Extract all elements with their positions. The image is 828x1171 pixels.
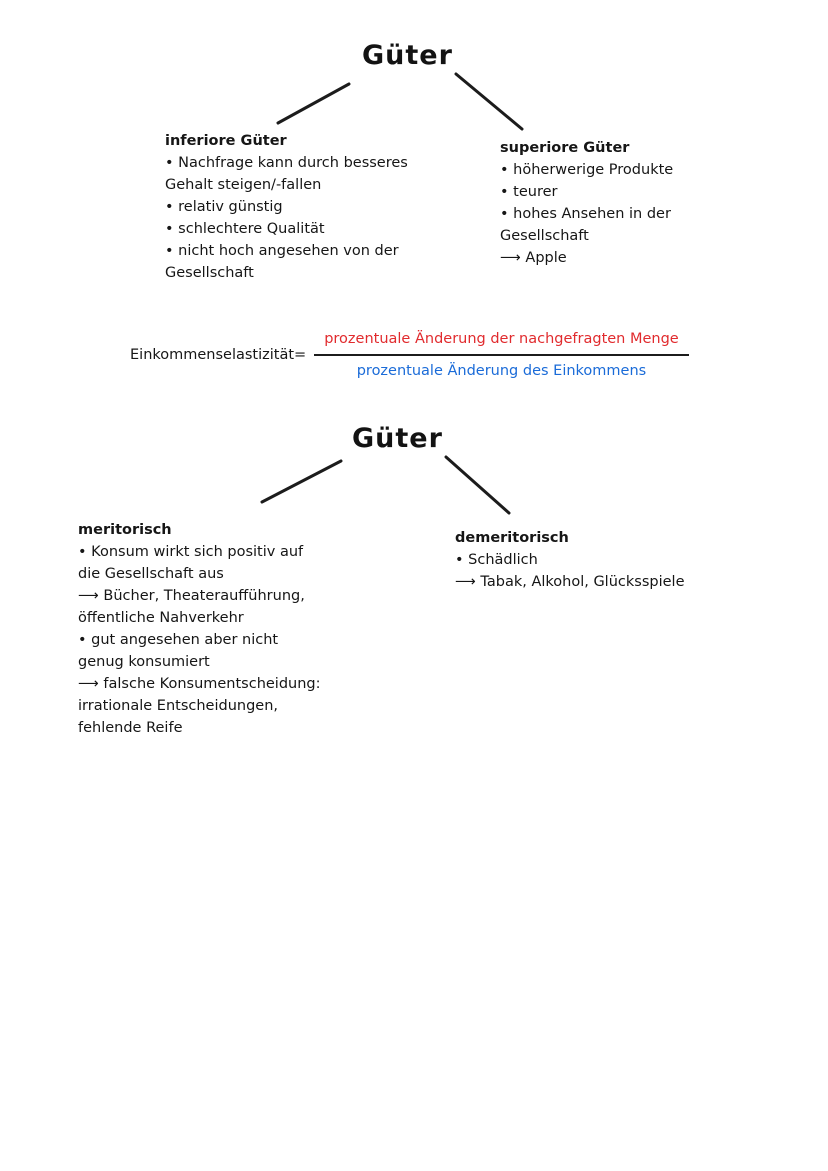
tree1-title: Güter xyxy=(362,40,453,71)
note-line: • schlechtere Qualität xyxy=(165,221,325,237)
note-line: die Gesellschaft aus xyxy=(78,566,224,582)
meritorisch-heading: meritorisch xyxy=(78,522,172,538)
superiore-gueter-block xyxy=(500,137,710,269)
note-line: genug konsumiert xyxy=(78,654,210,670)
demeritorisch-block xyxy=(455,527,745,593)
note-line: • Schädlich xyxy=(455,552,538,568)
tree2-title: Güter xyxy=(352,423,443,454)
tree1-right-connector-line xyxy=(456,74,522,129)
note-line: • teurer xyxy=(500,184,558,200)
note-line: ⟶ falsche Konsumentscheidung: xyxy=(78,676,321,692)
inferiore-gueter-heading: inferiore Güter xyxy=(165,133,287,149)
note-line: • gut angesehen aber nicht xyxy=(78,632,279,648)
note-line: ⟶ Tabak, Alkohol, Glücksspiele xyxy=(455,574,685,590)
note-line: • nicht hoch angesehen von der xyxy=(165,243,399,259)
demeritorisch-heading: demeritorisch xyxy=(455,530,569,546)
formula-label: Einkommenselastizität= xyxy=(130,347,307,363)
note-line: • Nachfrage kann durch besseres xyxy=(165,155,408,171)
note-line: • höherwerige Produkte xyxy=(500,162,674,178)
tree1-left-connector-line xyxy=(278,84,349,123)
note-line: Gesellschaft xyxy=(165,265,254,281)
note-line: irrationale Entscheidungen, xyxy=(78,698,279,714)
note-line: • hohes Ansehen in der xyxy=(500,206,671,222)
formula-denominator: prozentuale Änderung des Einkommens xyxy=(356,363,647,379)
note-line: ⟶ Apple xyxy=(500,250,567,266)
note-line: öffentliche Nahverkehr xyxy=(78,610,244,626)
demeritorisch-lines xyxy=(455,549,745,593)
meritorisch-block xyxy=(78,519,368,739)
superiore-gueter-heading: superiore Güter xyxy=(500,140,630,156)
note-line: • relativ günstig xyxy=(165,199,283,215)
note-line: ⟶ Bücher, Theateraufführung, xyxy=(78,588,305,604)
formula-fraction xyxy=(314,331,689,379)
note-line: fehlende Reife xyxy=(78,720,183,736)
formula-numerator: prozentuale Änderung der nachgefragten Menge xyxy=(314,331,689,356)
note-line: • Konsum wirkt sich positiv auf xyxy=(78,544,304,560)
inferiore-gueter-block xyxy=(165,130,430,284)
meritorisch-lines xyxy=(78,541,368,739)
superiore-gueter-lines xyxy=(500,159,710,269)
tree2-left-connector-line xyxy=(262,461,341,502)
inferiore-gueter-lines xyxy=(165,152,430,284)
income-elasticity-formula xyxy=(130,331,689,379)
note-line: Gesellschaft xyxy=(500,228,589,244)
tree2-right-connector-line xyxy=(446,457,509,513)
note-line: Gehalt steigen/-fallen xyxy=(165,177,322,193)
